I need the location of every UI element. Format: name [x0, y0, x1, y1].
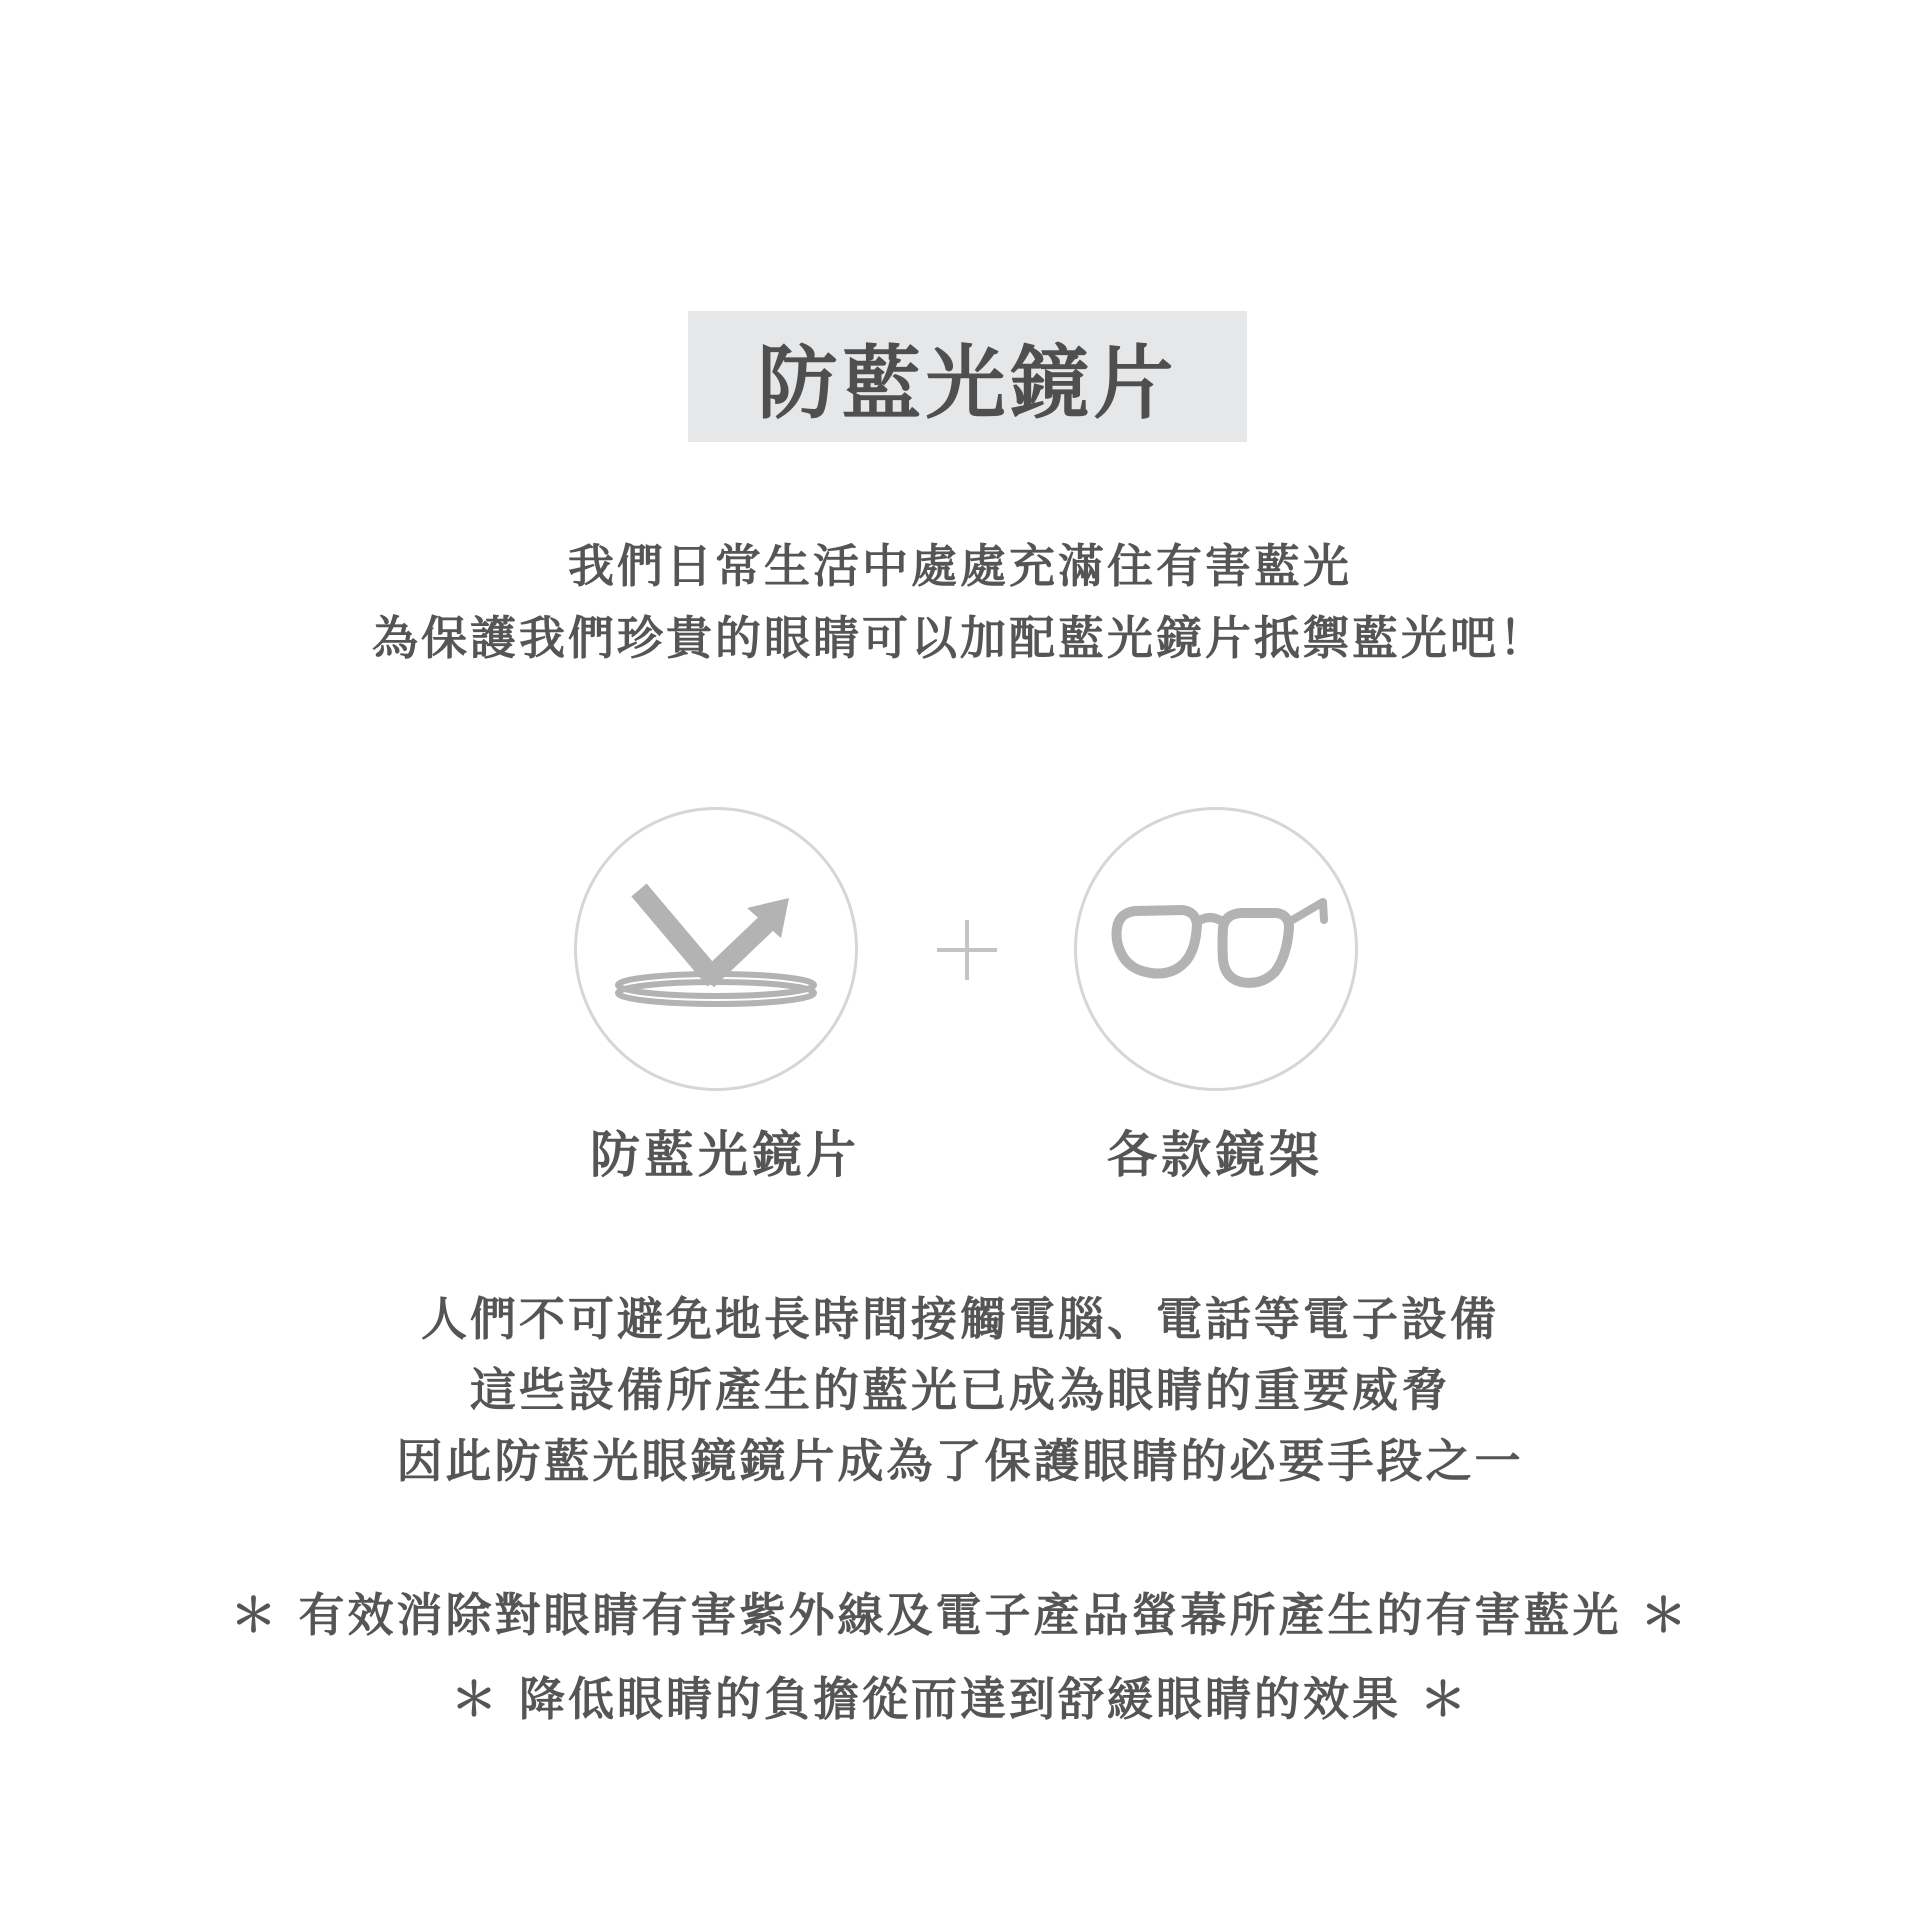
plus-icon: [934, 917, 1000, 983]
page-title: 防藍光鏡片: [757, 337, 1178, 430]
description-line: 這些設備所產生的藍光已成為眼睛的重要威脅: [470, 1363, 1450, 1417]
description-line: 人們不可避免地長時間接觸電腦、電話等電子設備: [421, 1292, 1499, 1346]
frame-icon-circle: [1074, 807, 1358, 1091]
title-banner: [688, 311, 1247, 442]
description-line: 因此防藍光眼鏡鏡片成為了保護眼睛的必要手段之一: [396, 1434, 1524, 1488]
intro-line: 我們日常生活中處處充滿住有害藍光: [568, 539, 1352, 593]
eyeglasses-icon: [1077, 810, 1355, 1088]
blue-light-lens-icon: [577, 810, 855, 1088]
intro-text: [0, 530, 1920, 674]
frame-label: 各款鏡架: [1107, 1126, 1323, 1184]
feature-list: [0, 1573, 1920, 1741]
feature-line: ＊ 有效消除對眼睛有害紫外線及電子產品螢幕所產生的有害藍光 ＊: [230, 1588, 1690, 1642]
intro-line: 為保護我們珍貴的眼睛可以加配藍光鏡片抵禦藍光吧！: [372, 611, 1548, 665]
lens-label: 防藍光鏡片: [590, 1126, 860, 1184]
lens-icon-circle: [574, 807, 858, 1091]
description-text: [0, 1284, 1920, 1497]
feature-line: ＊ 降低眼睛的負擔從而達到舒緩眼睛的效果 ＊: [450, 1672, 1470, 1726]
